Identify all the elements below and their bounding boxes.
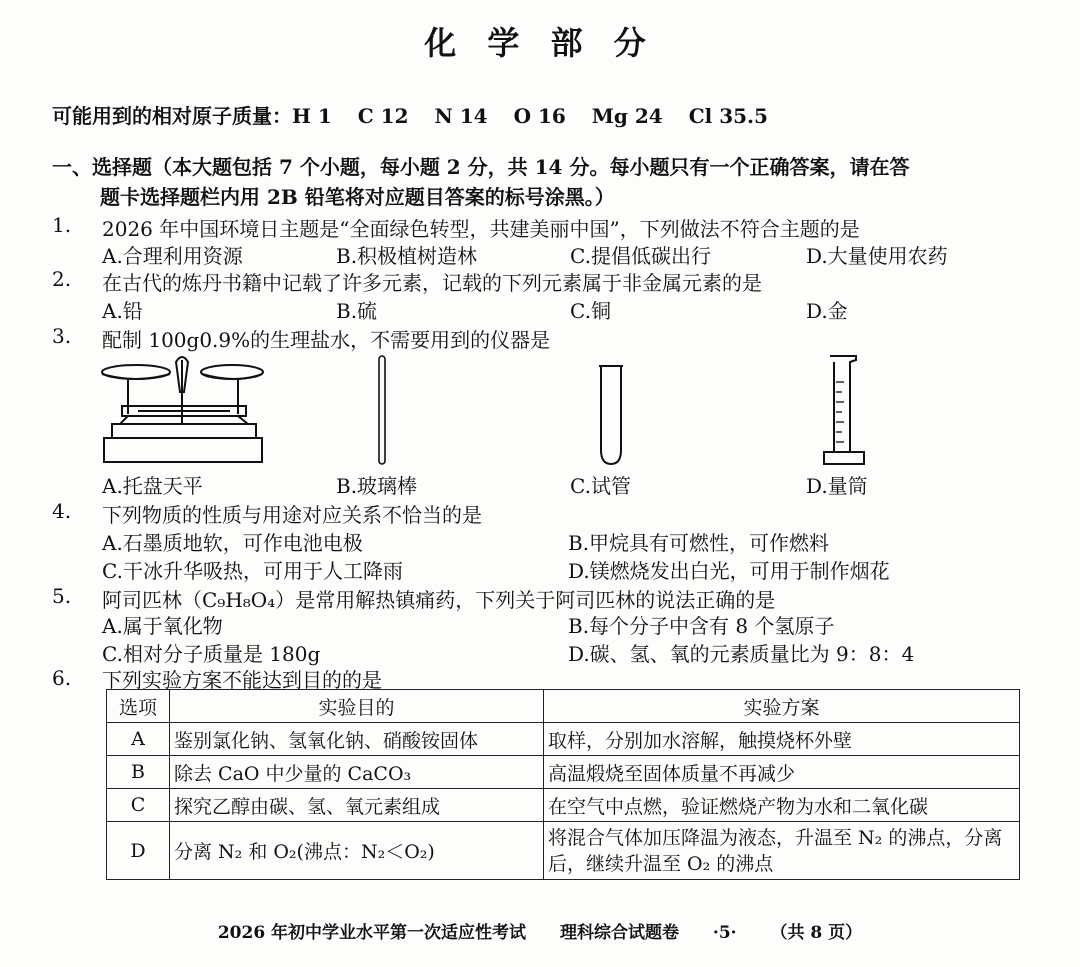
q1-option-d: D.大量使用农药 <box>806 244 948 268</box>
balance-illustration <box>98 352 266 468</box>
q1-option-b: B.积极植树造林 <box>336 244 478 268</box>
table-header-row <box>107 690 1020 723</box>
question-number: 2. <box>52 267 72 291</box>
table-row <box>107 822 1020 880</box>
question-4-text: 下列物质的性质与用途对应关系不恰当的是 <box>102 503 482 527</box>
q4-option-b: B.甲烷具有可燃性，可作燃料 <box>568 531 830 555</box>
glass-rod-illustration <box>374 354 390 466</box>
footer-page-number: ·5· <box>712 923 737 943</box>
question-number: 1. <box>52 213 72 237</box>
table-cell-plan: 取样，分别加水溶解，触摸烧杯外壁 <box>544 723 1020 756</box>
q5-option-c: C.相对分子质量是 180g <box>102 642 321 666</box>
q5-option-b: B.每个分子中含有 8 个氢原子 <box>568 614 835 638</box>
page-title: 化 学 部 分 <box>424 24 656 62</box>
table-cell-plan: 在空气中点燃，验证燃烧产物为水和二氧化碳 <box>544 789 1020 822</box>
atomic-mass-item: Mg 24 <box>591 104 663 128</box>
table-header: 实验方案 <box>544 690 1020 723</box>
footer-subject: 理科综合试题卷 <box>559 923 679 943</box>
table-cell-option: C <box>107 789 170 822</box>
q5-option-a: A.属于氧化物 <box>102 614 223 638</box>
table-cell-goal: 除去 CaO 中少量的 CaCO₃ <box>170 756 544 789</box>
atomic-masses <box>52 100 794 129</box>
table-row <box>107 723 1020 756</box>
question-6-text: 下列实验方案不能达到目的的是 <box>102 668 382 692</box>
question-number: 5. <box>52 584 72 608</box>
atomic-mass-item: N 14 <box>434 104 488 128</box>
q2-option-c: C.铜 <box>570 299 611 323</box>
table-header: 实验目的 <box>170 690 544 723</box>
footer-total-pages: （共 8 页） <box>770 923 863 943</box>
section-line-2: 题卡选择题栏内用 2B 铅笔将对应题目答案的标号涂黑。） <box>100 185 615 209</box>
atomic-mass-item: Cl 35.5 <box>688 104 768 128</box>
atomic-mass-item: C 12 <box>357 104 409 128</box>
table-cell-option: D <box>107 822 170 880</box>
question-number: 3. <box>52 324 72 348</box>
q1-option-a: A.合理利用资源 <box>102 244 243 268</box>
question-1-text: 2026 年中国环境日主题是“全面绿色转型，共建美丽中国”，下列做法不符合主题的是 <box>102 217 860 241</box>
table-header: 选项 <box>107 690 170 723</box>
q4-option-c: C.干冰升华吸热，可用于人工降雨 <box>102 559 403 583</box>
q4-option-a: A.石墨质地软，可作电池电极 <box>102 531 363 555</box>
table-cell-goal: 探究乙醇由碳、氢、氧元素组成 <box>170 789 544 822</box>
table-cell-option: A <box>107 723 170 756</box>
question-5-text: 阿司匹林（C₉H₈O₄）是常用解热镇痛药，下列关于阿司匹林的说法正确的是 <box>102 588 776 612</box>
page-footer <box>0 918 1080 943</box>
table-cell-plan: 高温煅烧至固体质量不再减少 <box>544 756 1020 789</box>
atomic-mass-item: O 16 <box>513 104 566 128</box>
q2-option-d: D.金 <box>806 299 848 323</box>
table-cell-goal: 分离 N₂ 和 O₂(沸点：N₂＜O₂) <box>170 822 544 880</box>
q2-option-a: A.铅 <box>102 299 143 323</box>
q1-option-c: C.提倡低碳出行 <box>570 244 711 268</box>
q3-option-d: D.量筒 <box>806 474 868 498</box>
atomic-masses-label: 可能用到的相对原子质量： <box>52 104 292 128</box>
question-2-text: 在古代的炼丹书籍中记载了许多元素，记载的下列元素属于非金属元素的是 <box>102 271 762 295</box>
footer-exam-name: 2026 年初中学业水平第一次适应性考试 <box>217 923 527 943</box>
question-3-text: 配制 100g0.9%的生理盐水，不需要用到的仪器是 <box>102 328 551 352</box>
atomic-mass-item: H 1 <box>292 104 332 128</box>
section-line-1: 一、选择题（本大题包括 7 个小题，每小题 2 分，共 14 分。每小题只有一个正确答案，请在答 <box>52 155 910 179</box>
q3-option-c: C.试管 <box>570 474 631 498</box>
question-number: 4. <box>52 499 72 523</box>
q3-option-a: A.托盘天平 <box>102 474 203 498</box>
graduated-cylinder-illustration <box>822 352 868 468</box>
table-cell-plan: 将混合气体加压降温为液态，升温至 N₂ 的沸点，分离后，继续升温至 O₂ 的沸点 <box>544 822 1020 880</box>
test-tube-illustration <box>596 364 626 468</box>
table-cell-goal: 鉴别氯化钠、氢氧化钠、硝酸铵固体 <box>170 723 544 756</box>
table-row <box>107 789 1020 822</box>
section-heading <box>52 152 1032 212</box>
q5-option-d: D.碳、氢、氧的元素质量比为 9：8：4 <box>568 642 915 666</box>
experiment-table <box>106 689 1020 880</box>
question-number: 6. <box>52 666 72 690</box>
q4-option-d: D.镁燃烧发出白光，可用于制作烟花 <box>568 559 890 583</box>
q2-option-b: B.硫 <box>336 299 378 323</box>
table-row <box>107 756 1020 789</box>
q3-option-b: B.玻璃棒 <box>336 474 418 498</box>
table-cell-option: B <box>107 756 170 789</box>
